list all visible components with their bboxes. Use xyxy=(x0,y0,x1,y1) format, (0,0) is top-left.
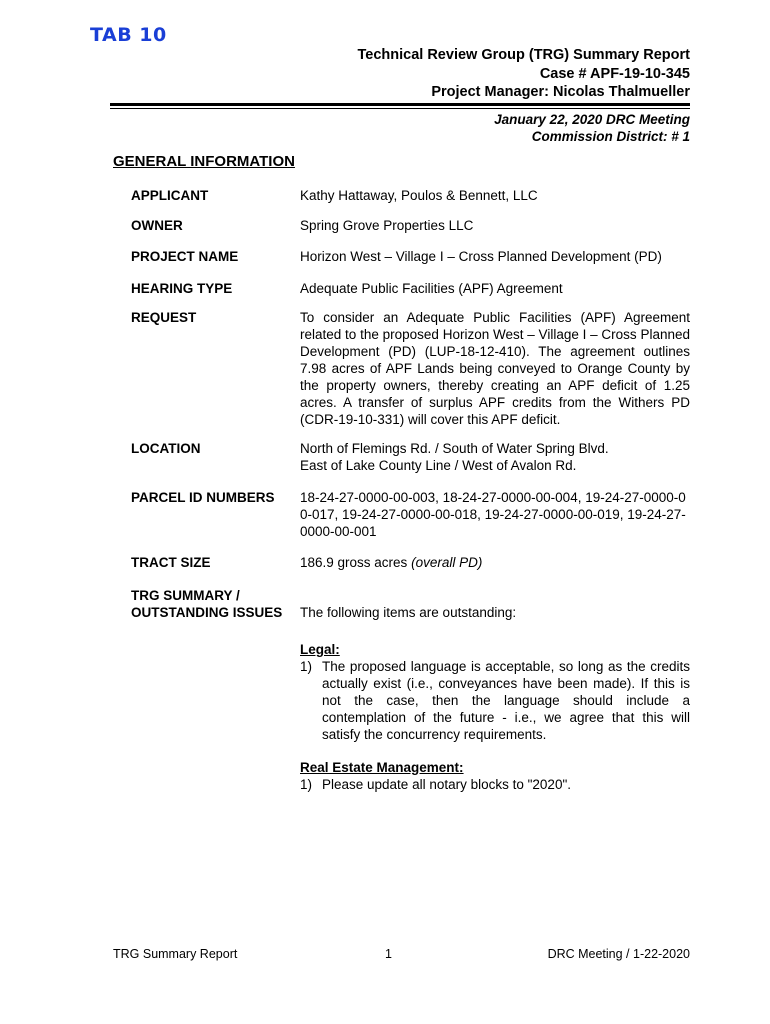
tract-size-note: (overall PD) xyxy=(411,555,483,570)
footer-right: DRC Meeting / 1-22-2020 xyxy=(547,947,690,961)
parcel-ids-value: 18-24-27-0000-00-003, 18-24-27-0000-00-004, 19-24-27-0000-00-017, 19-24-27-0000-00-018, 19-24-27-0000-00-019, 19-24-27-0000-00-001 xyxy=(300,490,686,539)
legal-heading: Legal: xyxy=(300,642,340,657)
report-header xyxy=(358,46,691,102)
owner-label: OWNER xyxy=(131,218,183,233)
tract-size-value xyxy=(300,554,690,571)
location-line-2: East of Lake County Line / West of Avalon Rd. xyxy=(300,458,577,473)
footer-left: TRG Summary Report xyxy=(113,947,238,961)
tract-size-label: TRACT SIZE xyxy=(131,555,211,570)
commission-district: Commission District: # 1 xyxy=(531,129,690,144)
hearing-type-value: Adequate Public Facilities (APF) Agreement xyxy=(300,281,563,296)
applicant-label: APPLICANT xyxy=(131,188,209,203)
trg-summary-label-line-2: OUTSTANDING ISSUES xyxy=(131,605,283,620)
location-value xyxy=(300,440,690,474)
project-name-value: Horizon West – Village I – Cross Planned Development (PD) xyxy=(300,249,662,264)
header-rule-thin xyxy=(110,108,690,109)
applicant-value: Kathy Hattaway, Poulos & Bennett, LLC xyxy=(300,188,538,203)
list-item-text: Please update all notary blocks to "2020". xyxy=(322,777,571,792)
project-name-label: PROJECT NAME xyxy=(131,249,239,264)
request-label: REQUEST xyxy=(131,310,197,325)
trg-summary-label xyxy=(131,587,282,621)
page-number: 1 xyxy=(385,947,392,961)
header-rule-thick xyxy=(110,103,690,106)
location-label: LOCATION xyxy=(131,441,201,456)
tract-size-acres: 186.9 gross acres xyxy=(300,555,408,570)
list-item xyxy=(300,776,690,793)
meeting-date: January 22, 2020 DRC Meeting xyxy=(494,112,690,127)
section-title: GENERAL INFORMATION xyxy=(113,153,295,170)
list-item-text: The proposed language is acceptable, so long as the credits actually exist (i.e., conveyances have been made). If this is not the case, then the language should include a contemplation of the future - i.e., we agree that this will satisfy the concurrency requirements. xyxy=(322,659,690,742)
outstanding-intro: The following items are outstanding: xyxy=(300,605,517,620)
request-value: To consider an Adequate Public Facilities (APF) Agreement related to the proposed Horizon West – Village I – Cross Planned Development (PD) (LUP-18-12-410). The agreement outlines 7.98 acres of APF Lands being conveyed to Orange County by the property owners, thereby creating an APF deficit of 1.25 acres. A transfer of surplus APF credits from the Withers PD (CDR-19-10-331) will cover this APF deficit. xyxy=(300,310,690,427)
case-number: Case # APF-19-10-345 xyxy=(539,65,690,82)
owner-value: Spring Grove Properties LLC xyxy=(300,218,474,233)
report-title: Technical Review Group (TRG) Summary Report xyxy=(357,47,690,63)
tab-label: TAB 10 xyxy=(90,24,167,46)
real-estate-heading: Real Estate Management: xyxy=(300,760,464,775)
trg-summary-value xyxy=(300,604,690,793)
meeting-info xyxy=(494,111,690,145)
list-item-number: 1) xyxy=(300,777,313,792)
list-item xyxy=(300,658,690,743)
list-item-number: 1) xyxy=(300,659,313,674)
location-line-1: North of Flemings Rd. / South of Water Spring Blvd. xyxy=(300,441,609,456)
hearing-type-label: HEARING TYPE xyxy=(131,281,233,296)
project-manager: Project Manager: Nicolas Thalmueller xyxy=(431,84,690,100)
parcel-ids-label: PARCEL ID NUMBERS xyxy=(131,490,275,505)
trg-summary-label-line-1: TRG SUMMARY / xyxy=(131,588,240,603)
